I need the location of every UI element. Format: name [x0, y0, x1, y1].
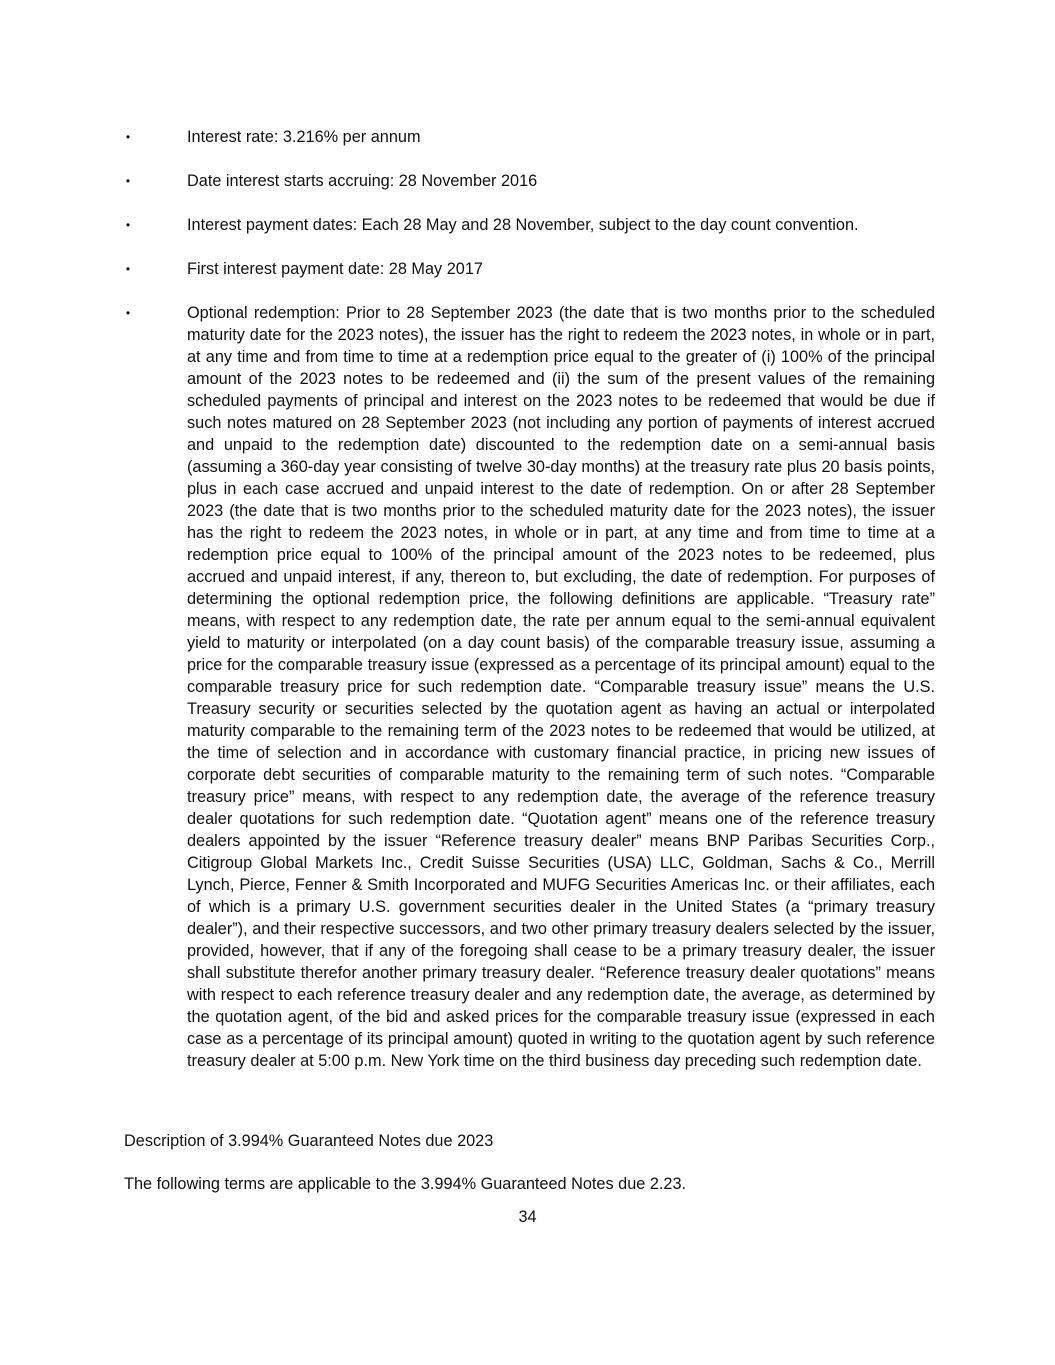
bullet-text-interest-payment-dates: Interest payment dates: Each 28 May and 28 November, subject to the day count convention. [187, 216, 859, 234]
bullet-icon: • [125, 130, 131, 144]
bullet-icon: • [125, 262, 131, 276]
bullet-icon: • [125, 218, 131, 232]
list-item [120, 214, 935, 236]
section-intro-text: The following terms are applicable to the 3.994% Guaranteed Notes due 2.23. [124, 1175, 687, 1193]
terms-bullet-list [120, 126, 935, 1094]
list-item [120, 258, 935, 280]
bullet-icon: • [125, 306, 131, 320]
bullet-text-first-payment-date: First interest payment date: 28 May 2017 [187, 260, 483, 278]
section-heading: Description of 3.994% Guaranteed Notes due 2023 [124, 1132, 494, 1150]
bullet-text-optional-redemption: Optional redemption: Prior to 28 September 2023 (the date that is two months prior to the scheduled maturity date for the 2023 notes), the issuer has the right to redeem the 2023 notes, in whole or in part, at any time and from time to time at a redemption price equal to the greater of (i) 100% of the principal amount of the 2023 notes to be redeemed and (ii) the sum of the present values of the remaining scheduled payments of principal and interest on the 2023 notes to be redeemed that would be due if such notes matured on 28 September 2023 (not including any portion of payments of interest accrued and unpaid to the redemption date) discounted to the redemption date on a semi-annual basis (assuming a 360-day year consisting of twelve 30-day months) at the treasury rate plus 20 basis points, plus in each case accrued and unpaid interest to the date of redemption. On or after 28 September 2023 (the date that is two months prior to the scheduled maturity date for the 2023 notes), the issuer has the right to redeem the 2023 notes, in whole or in part, at any time and from time to time at a redemption price equal to 100% of the principal amount of the 2023 notes to be redeemed, plus accrued and unpaid interest, if any, thereon to, but excluding, the date of redemption. For purposes of determining the optional redemption price, the following definitions are applicable. “Treasury rate” means, with respect to any redemption date, the rate per annum equal to the semi-annual equivalent yield to maturity or interpolated (on a day count basis) of the comparable treasury issue, assuming a price for the comparable treasury issue (expressed as a percentage of its principal amount) equal to the comparable treasury price for such redemption date. “Comparable treasury issue” means the U.S. Treasury security or securities selected by the quotation agent as having an actual or interpolated maturity comparable to the remaining term of the 2023 notes to be redeemed that would be utilized, at the time of selection and in accordance with customary financial practice, in pricing new issues of corporate debt securities of comparable maturity to the remaining term of such notes. “Comparable treasury price” means, with respect to any redemption date, the average of the reference treasury dealer quotations for such redemption date. “Quotation agent” means one of the reference treasury dealers appointed by the issuer “Reference treasury dealer” means BNP Paribas Securities Corp., Citigroup Global Markets Inc., Credit Suisse Securities (USA) LLC, Goldman, Sachs & Co., Merrill Lynch, Pierce, Fenner & Smith Incorporated and MUFG Securities Americas Inc. or their affiliates, each of which is a primary U.S. government securities dealer in the United States (a “primary treasury dealer”), and their respective successors, and two other primary treasury dealers selected by the issuer, provided, however, that if any of the foregoing shall cease to be a primary treasury dealer, the issuer shall substitute therefor another primary treasury dealer. “Reference treasury dealer quotations” means with respect to each reference treasury dealer and any redemption date, the average, as determined by the quotation agent, of the bid and asked prices for the comparable treasury issue (expressed in each case as a percentage of its principal amount) quoted in writing to the quotation agent by such reference treasury dealer at 5:00 p.m. New York time on the third business day preceding such redemption date. [187, 304, 935, 1070]
page-number: 34 [518, 1208, 537, 1226]
bullet-icon: • [125, 174, 131, 188]
list-item [120, 302, 935, 1072]
list-item [120, 126, 935, 148]
list-item [120, 170, 935, 192]
bullet-text-interest-start-date: Date interest starts accruing: 28 November 2016 [187, 172, 538, 190]
bullet-text-interest-rate: Interest rate: 3.216% per annum [187, 128, 421, 146]
